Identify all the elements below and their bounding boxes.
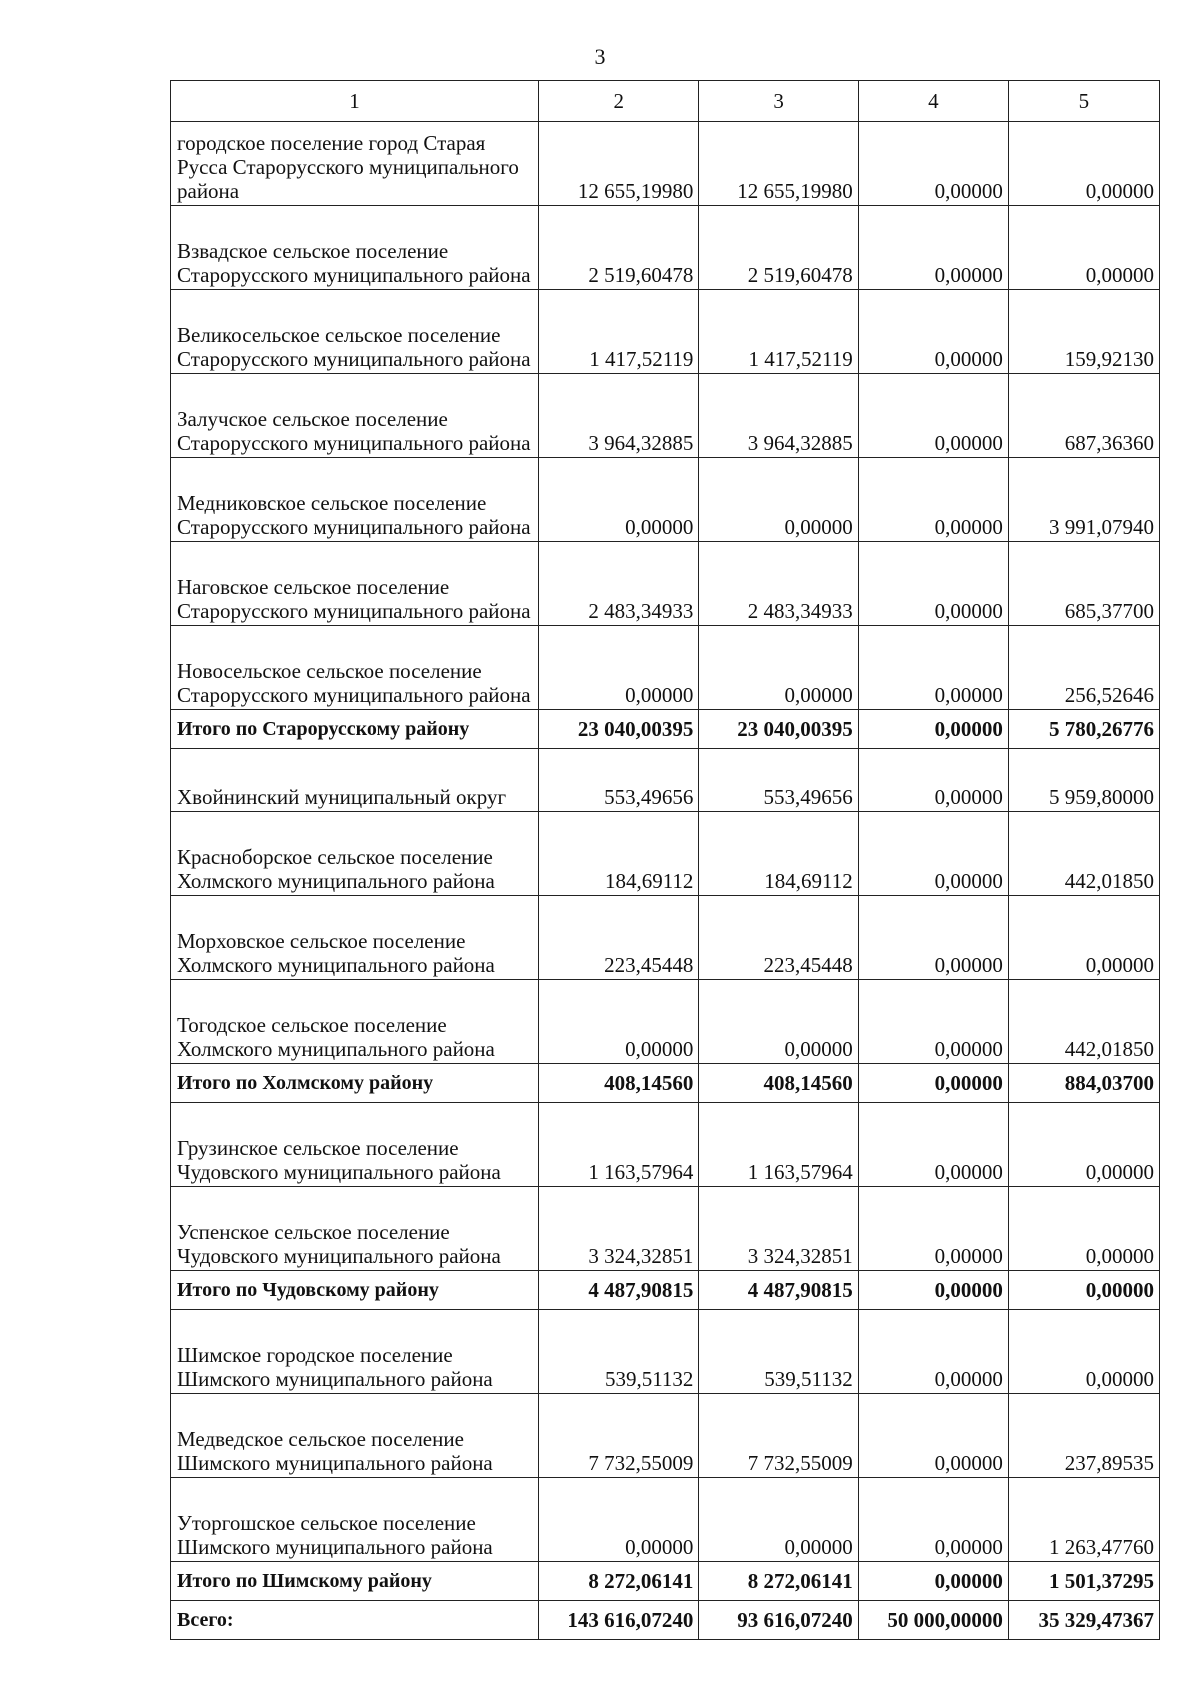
header-cell-1: 1 — [171, 81, 539, 122]
total-row — [171, 1601, 1160, 1640]
table-row — [171, 1478, 1160, 1562]
value-cell-col2: 0,00000 — [539, 980, 699, 1064]
municipality-name-cell: Успенское сельское поселение Чудовского муниципального района — [171, 1187, 539, 1271]
value-cell-col4: 0,00000 — [858, 749, 1008, 812]
value-cell-col3: 3 964,32885 — [699, 374, 858, 458]
municipality-name-cell: Медниковское сельское поселение Старорусского муниципального района — [171, 458, 539, 542]
municipality-name-cell: Морховское сельское поселение Холмского муниципального района — [171, 896, 539, 980]
value-cell-col3: 0,00000 — [699, 1478, 858, 1562]
table-row — [171, 812, 1160, 896]
value-cell-col3: 4 487,90815 — [699, 1271, 858, 1310]
value-cell-col4: 0,00000 — [858, 1064, 1008, 1103]
table-row — [171, 896, 1160, 980]
value-cell-col2: 0,00000 — [539, 458, 699, 542]
table-row — [171, 542, 1160, 626]
value-cell-col5: 1 501,37295 — [1008, 1562, 1159, 1601]
value-cell-col4: 0,00000 — [858, 1187, 1008, 1271]
value-cell-col5: 0,00000 — [1008, 1271, 1159, 1310]
value-cell-col2: 553,49656 — [539, 749, 699, 812]
value-cell-col5: 442,01850 — [1008, 812, 1159, 896]
value-cell-col4: 0,00000 — [858, 374, 1008, 458]
value-cell-col5: 0,00000 — [1008, 206, 1159, 290]
value-cell-col5: 884,03700 — [1008, 1064, 1159, 1103]
value-cell-col2: 223,45448 — [539, 896, 699, 980]
municipality-name-cell: Итого по Холмскому району — [171, 1064, 539, 1103]
value-cell-col5: 0,00000 — [1008, 122, 1159, 206]
value-cell-col2: 0,00000 — [539, 1478, 699, 1562]
value-cell-col4: 0,00000 — [858, 626, 1008, 710]
municipality-name-cell: Шимское городское поселение Шимского муниципального района — [171, 1310, 539, 1394]
municipality-name-cell: Медведское сельское поселение Шимского муниципального района — [171, 1394, 539, 1478]
municipality-name-cell: Красноборское сельское поселение Холмского муниципального района — [171, 812, 539, 896]
value-cell-col5: 442,01850 — [1008, 980, 1159, 1064]
value-cell-col4: 0,00000 — [858, 896, 1008, 980]
value-cell-col5: 256,52646 — [1008, 626, 1159, 710]
table-row — [171, 626, 1160, 710]
value-cell-col4: 0,00000 — [858, 812, 1008, 896]
value-cell-col5: 0,00000 — [1008, 1310, 1159, 1394]
value-cell-col2: 2 483,34933 — [539, 542, 699, 626]
table-row — [171, 290, 1160, 374]
value-cell-col5: 0,00000 — [1008, 1103, 1159, 1187]
table-row — [171, 458, 1160, 542]
column-number-header-row — [171, 81, 1160, 122]
table-row — [171, 1187, 1160, 1271]
municipality-name-cell: Итого по Шимскому району — [171, 1562, 539, 1601]
value-cell-col5: 35 329,47367 — [1008, 1601, 1159, 1640]
value-cell-col4: 0,00000 — [858, 458, 1008, 542]
value-cell-col4: 0,00000 — [858, 980, 1008, 1064]
value-cell-col2: 7 732,55009 — [539, 1394, 699, 1478]
value-cell-col2: 8 272,06141 — [539, 1562, 699, 1601]
municipality-name-cell: Грузинское сельское поселение Чудовского муниципального района — [171, 1103, 539, 1187]
value-cell-col5: 5 780,26776 — [1008, 710, 1159, 749]
value-cell-col4: 0,00000 — [858, 122, 1008, 206]
value-cell-col3: 12 655,19980 — [699, 122, 858, 206]
value-cell-col3: 93 616,07240 — [699, 1601, 858, 1640]
value-cell-col2: 1 417,52119 — [539, 290, 699, 374]
municipality-name-cell: Итого по Старорусскому району — [171, 710, 539, 749]
value-cell-col5: 159,92130 — [1008, 290, 1159, 374]
value-cell-col4: 0,00000 — [858, 1562, 1008, 1601]
table-row — [171, 980, 1160, 1064]
value-cell-col4: 0,00000 — [858, 1103, 1008, 1187]
value-cell-col4: 0,00000 — [858, 1394, 1008, 1478]
header-cell-2: 2 — [539, 81, 699, 122]
page-number: 3 — [594, 44, 606, 69]
value-cell-col3: 553,49656 — [699, 749, 858, 812]
value-cell-col2: 539,51132 — [539, 1310, 699, 1394]
municipality-name-cell: Уторгошское сельское поселение Шимского муниципального района — [171, 1478, 539, 1562]
budget-table — [170, 80, 1160, 1640]
municipality-name-cell: городское поселение город Старая Русса Старорусского муниципального района — [171, 122, 539, 206]
value-cell-col3: 184,69112 — [699, 812, 858, 896]
municipality-name-cell: Наговское сельское поселение Старорусского муниципального района — [171, 542, 539, 626]
municipality-name-cell: Хвойнинский муниципальный округ — [171, 749, 539, 812]
value-cell-col2: 3 964,32885 — [539, 374, 699, 458]
value-cell-col3: 7 732,55009 — [699, 1394, 858, 1478]
table-row — [171, 1394, 1160, 1478]
value-cell-col2: 184,69112 — [539, 812, 699, 896]
value-cell-col4: 0,00000 — [858, 710, 1008, 749]
value-cell-col4: 0,00000 — [858, 206, 1008, 290]
value-cell-col3: 3 324,32851 — [699, 1187, 858, 1271]
municipality-name-cell: Тогодское сельское поселение Холмского муниципального района — [171, 980, 539, 1064]
value-cell-col2: 4 487,90815 — [539, 1271, 699, 1310]
value-cell-col5: 3 991,07940 — [1008, 458, 1159, 542]
value-cell-col3: 223,45448 — [699, 896, 858, 980]
value-cell-col4: 0,00000 — [858, 542, 1008, 626]
table-row — [171, 206, 1160, 290]
value-cell-col3: 0,00000 — [699, 980, 858, 1064]
value-cell-col3: 0,00000 — [699, 626, 858, 710]
value-cell-col4: 0,00000 — [858, 1310, 1008, 1394]
value-cell-col3: 8 272,06141 — [699, 1562, 858, 1601]
value-cell-col4: 0,00000 — [858, 1478, 1008, 1562]
municipality-name-cell: Новосельское сельское поселение Старорусского муниципального района — [171, 626, 539, 710]
value-cell-col2: 2 519,60478 — [539, 206, 699, 290]
value-cell-col3: 0,00000 — [699, 458, 858, 542]
value-cell-col2: 12 655,19980 — [539, 122, 699, 206]
value-cell-col2: 0,00000 — [539, 626, 699, 710]
value-cell-col2: 408,14560 — [539, 1064, 699, 1103]
value-cell-col5: 0,00000 — [1008, 896, 1159, 980]
total-row — [171, 1064, 1160, 1103]
header-cell-3: 3 — [699, 81, 858, 122]
municipality-name-cell: Взвадское сельское поселение Старорусского муниципального района — [171, 206, 539, 290]
value-cell-col2: 143 616,07240 — [539, 1601, 699, 1640]
table-row — [171, 122, 1160, 206]
value-cell-col3: 408,14560 — [699, 1064, 858, 1103]
municipality-name-cell: Великосельское сельское поселение Старорусского муниципального района — [171, 290, 539, 374]
value-cell-col3: 1 163,57964 — [699, 1103, 858, 1187]
value-cell-col5: 237,89535 — [1008, 1394, 1159, 1478]
value-cell-col3: 2 483,34933 — [699, 542, 858, 626]
value-cell-col4: 0,00000 — [858, 290, 1008, 374]
value-cell-col4: 50 000,00000 — [858, 1601, 1008, 1640]
value-cell-col2: 1 163,57964 — [539, 1103, 699, 1187]
value-cell-col3: 1 417,52119 — [699, 290, 858, 374]
value-cell-col5: 5 959,80000 — [1008, 749, 1159, 812]
header-cell-4: 4 — [858, 81, 1008, 122]
value-cell-col2: 23 040,00395 — [539, 710, 699, 749]
value-cell-col3: 539,51132 — [699, 1310, 858, 1394]
total-row — [171, 710, 1160, 749]
value-cell-col2: 3 324,32851 — [539, 1187, 699, 1271]
value-cell-col4: 0,00000 — [858, 1271, 1008, 1310]
value-cell-col5: 1 263,47760 — [1008, 1478, 1159, 1562]
total-row — [171, 1271, 1160, 1310]
value-cell-col5: 685,37700 — [1008, 542, 1159, 626]
municipality-name-cell: Залучское сельское поселение Старорусского муниципального района — [171, 374, 539, 458]
table-row — [171, 374, 1160, 458]
table-row — [171, 1103, 1160, 1187]
table-row — [171, 749, 1160, 812]
value-cell-col5: 687,36360 — [1008, 374, 1159, 458]
municipality-name-cell: Всего: — [171, 1601, 539, 1640]
value-cell-col3: 23 040,00395 — [699, 710, 858, 749]
value-cell-col3: 2 519,60478 — [699, 206, 858, 290]
municipality-name-cell: Итого по Чудовскому району — [171, 1271, 539, 1310]
total-row — [171, 1562, 1160, 1601]
table-row — [171, 1310, 1160, 1394]
value-cell-col5: 0,00000 — [1008, 1187, 1159, 1271]
header-cell-5: 5 — [1008, 81, 1159, 122]
